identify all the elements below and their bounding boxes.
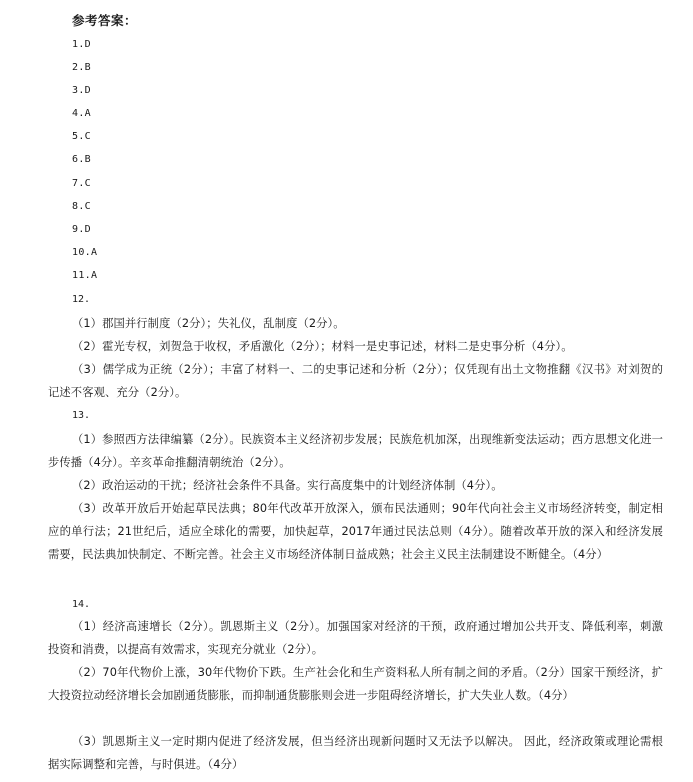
q12-part-2: （2）霍光专权，刘贺急于收权，矛盾激化（2分）；材料一是史事记述，材料二是史事分析（4分）。 [72,340,573,353]
choice-answer-11: 11.A [72,270,98,281]
q13-part-2: （2）政治运动的干扰；经济社会条件不具备。实行高度集中的计划经济体制（4分）。 [72,479,503,492]
choice-answer-6: 6.B [72,154,91,165]
q14-part-1: （1）经济高速增长（2分）。凯恩斯主义（2分）。加强国家对经济的干预，政府通过增加公共开支、降低利率，刺激投资和消费，以提高有效需求，实现充分就业（2分）。 [48,620,663,656]
q13-part-1: （1）参照西方法律编纂（2分）。民族资本主义经济初步发展；民族危机加深，出现维新变法运动；西方思想文化进一步传播（4分）。辛亥革命推翻清朝统治（2分）。 [48,433,663,469]
q12-part-1: （1）郡国并行制度（2分）；失礼仪，乱制度（2分）。 [72,317,345,330]
choice-answer-10: 10.A [72,247,98,258]
choice-answer-3: 3.D [72,85,91,96]
question-14-number: 14. [72,599,91,610]
choice-answer-4: 4.A [72,108,91,119]
choice-answer-2: 2.B [72,62,91,73]
answer-title: 参考答案： [72,13,138,28]
q13-part-3: （3）改革开放后开始起草民法典；80年代改革开放深入，颁布民法通则；90年代向社会主义市场经济转变，制定相应的单行法；21世纪后，适应全球化的需要，加快起草，2017年通过民法总则（4分）。随着改革开放的深入和经济发展需要，民法典加快制定、不断完善。社会主义市场经济体制日益成熟；社会主义民主法制建设不断健全。（4分） [48,502,663,561]
question-12-number: 12. [72,294,91,305]
choice-answer-8: 8.C [72,201,91,212]
choice-answer-1: 1.D [72,39,91,50]
q12-part-3: （3）儒学成为正统（2分）；丰富了材料一、二的史事记述和分析（2分）；仅凭现有出土文物推翻《汉书》对刘贺的记述不客观、充分（2分）。 [48,363,663,399]
choice-answer-7: 7.C [72,178,91,189]
choice-answer-9: 9.D [72,224,91,235]
choice-answer-5: 5.C [72,131,91,142]
q14-part-3: （3）凯恩斯主义一定时期内促进了经济发展，但当经济出现新问题时又无法予以解决。 因此，经济政策或理论需根据实际调整和完善，与时俱进。（4分） [48,735,663,771]
question-13-number: 13. [72,410,91,421]
q14-part-2: （2）70年代物价上涨，30年代物价下跌。生产社会化和生产资料私人所有制之间的矛盾。（2分）国家干预经济，扩大投资拉动经济增长会加剧通货膨胀，而抑制通货膨胀则会进一步阻碍经济增长，扩大失业人数。（4分） [48,666,663,702]
